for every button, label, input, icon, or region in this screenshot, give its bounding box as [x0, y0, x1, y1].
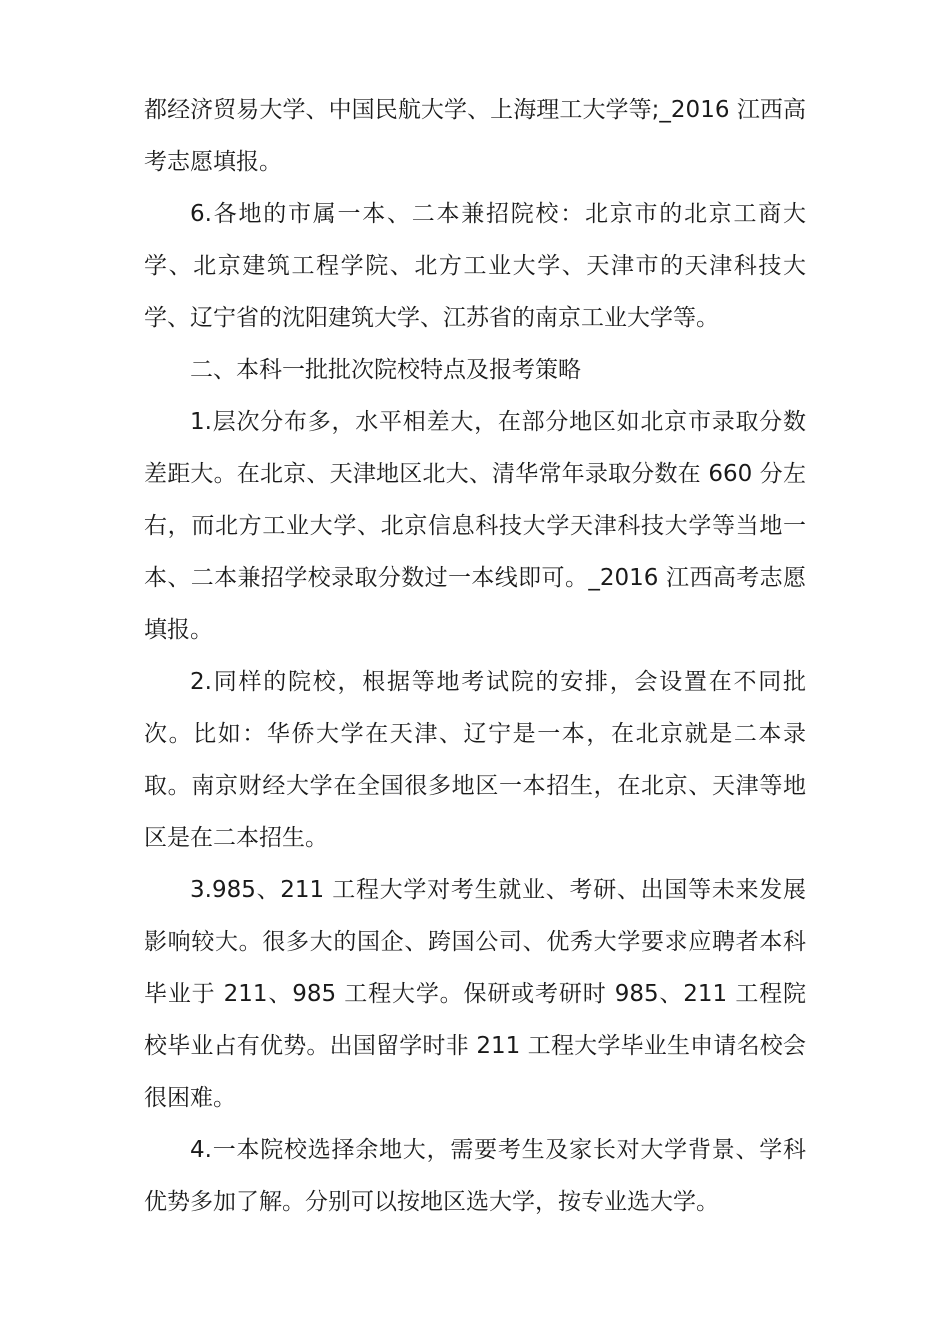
paragraph-item-1: 1.层次分布多，水平相差大，在部分地区如北京市录取分数差距大。在北京、天津地区北大、清华常年录取分数在 660 分左右，而北方工业大学、北京信息科技大学天津科技大学等当地一本、二本兼招学校录取分数过一本线即可。_2016 江西高考志愿填报。 — [144, 409, 806, 643]
paragraph-continuation: 都经济贸易大学、中国民航大学、上海理工大学等;_2016 江西高考志愿填报。 — [144, 97, 806, 175]
paragraph-item-4: 4.一本院校选择余地大，需要考生及家长对大学背景、学科优势多加了解。分别可以按地区选大学，按专业选大学。 — [144, 1137, 806, 1215]
document-body — [144, 84, 806, 1228]
section-heading-2: 二、本科一批批次院校特点及报考策略 — [190, 357, 581, 383]
paragraph-item-3: 3.985、211 工程大学对考生就业、考研、出国等未来发展影响较大。很多大的国企、跨国公司、优秀大学要求应聘者本科毕业于 211、985 工程大学。保研或考研时 985、211 工程院校毕业占有优势。出国留学时非 211 工程大学毕业生申请名校会很困难。 — [144, 877, 806, 1111]
paragraph-item-2: 2.同样的院校，根据等地考试院的安排，会设置在不同批次。比如：华侨大学在天津、辽宁是一本，在北京就是二本录取。南京财经大学在全国很多地区一本招生，在北京、天津等地区是在二本招生。 — [144, 669, 806, 851]
paragraph-item-6: 6.各地的市属一本、二本兼招院校：北京市的北京工商大学、北京建筑工程学院、北方工业大学、天津市的天津科技大学、辽宁省的沈阳建筑大学、江苏省的南京工业大学等。 — [144, 201, 806, 331]
